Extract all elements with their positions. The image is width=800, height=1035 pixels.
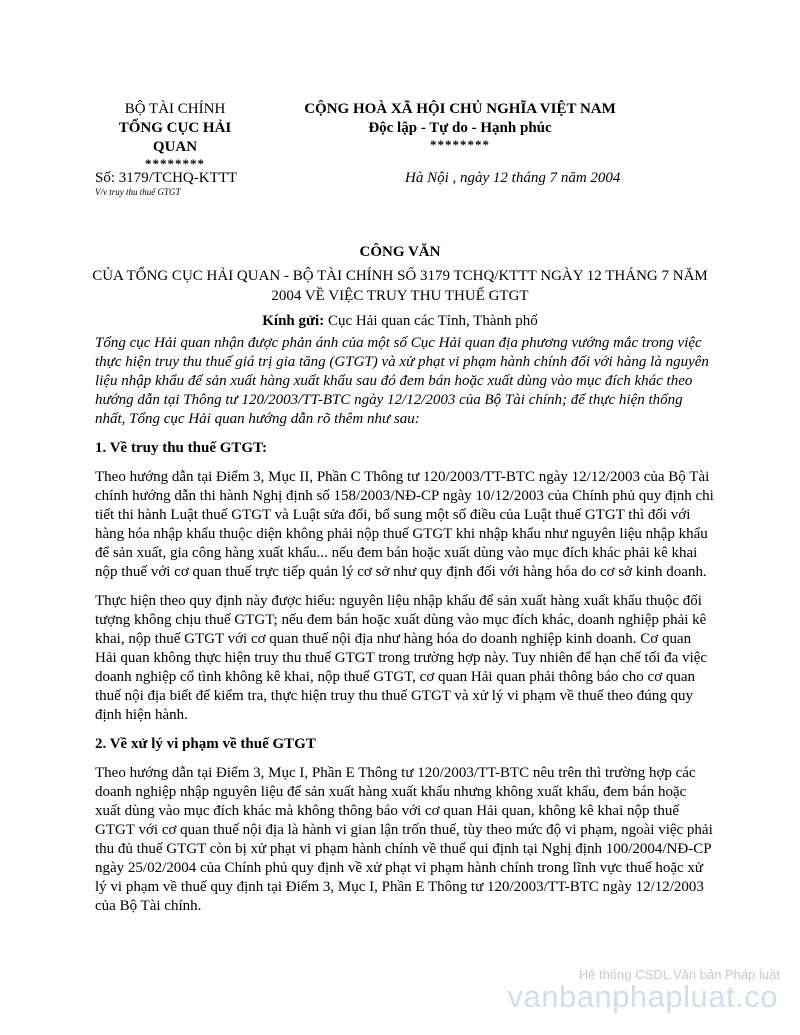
recipient-line (80, 312, 720, 331)
document-body (95, 334, 715, 926)
issue-date: Hà Nội , ngày 12 tháng 7 năm 2004 (405, 170, 621, 186)
section-2-heading: 2. Về xử lý vi phạm về thuế GTGT (95, 736, 316, 752)
document-number: Số: 3179/TCHQ-KTTT (95, 170, 238, 186)
department-name: TỔNG CỤC HẢI QUAN (118, 120, 232, 155)
section-1-paragraph-2: Thực hiện theo quy định này được hiểu: nguyên liệu nhập khẩu để sản xuất hàng xuất khẩu thuộc đối tượng không chịu thuế GTGT; nếu đem bán hoặc xuất dùng vào mục đích khác, doanh nghiệp phải kê khai, nộp thuế GTGT với cơ quan thuế nội địa như hàng hóa do doanh nghiệp kinh doanh. Cơ quan Hải quan không thực hiện truy thu thuế GTGT trong trường hợp này. Tuy nhiên để hạn chế tối đa việc doanh nghiệp cố tình không kê khai, nộp thuế GTGT, cơ quan Hải quan phải thông báo cho cơ quan thuế nội địa biết để kiểm tra, thực hiện truy thu thuế GTGT và xử lý vi phạm về thuế theo đúng quy định hiện hành. (95, 593, 708, 723)
ministry-name: BỘ TÀI CHÍNH (124, 101, 226, 117)
recipient-name: Cục Hải quan các Tỉnh, Thành phố (324, 313, 538, 329)
watermark-site: vanbanphapluat.co (507, 979, 778, 1014)
issuer-header (95, 100, 255, 170)
section-2-paragraph-1: Theo hướng dẫn tại Điểm 3, Mục I, Phần E Thông tư 120/2003/TT-BTC nêu trên thì trường hợp các doanh nghiệp nhập nguyên liệu để sản xuất hàng xuất khẩu nhưng không xuất khẩu, đem bán hoặc xuất dùng vào mục đích khác mà không thông báo với cơ quan Hải quan, không kê khai nộp thuế GTGT với cơ quan thuế nội địa là hành vi gian lận trốn thuế, tùy theo mức độ vi phạm, ngoài việc phải thu đủ thuế GTGT còn bị xử phạt vi phạm hành chính về thuế qui định tại Nghị định 100/2004/NĐ-CP ngày 25/02/2004 của Chính phủ quy định về xử phạt vi phạm hành chính trong lĩnh vực thuế hoặc xử lý vi phạm về thuế quy định tại Điểm 3, Mục I, Phần E Thông tư 120/2003/TT-BTC ngày 12/12/2003 của Bộ Tài chính. (95, 765, 713, 914)
document-subject: V/v truy thu thuế GTGT (95, 187, 181, 197)
document-subtitle: CỦA TỔNG CỤC HẢI QUAN - BỘ TÀI CHÍNH SỐ 3179 TCHQ/KTTT NGÀY 12 THÁNG 7 NĂM 2004 VỀ VIỆC TRUY THU THUẾ GTGT (92, 268, 708, 304)
national-stars-divider: ******** (430, 137, 490, 152)
national-header (290, 100, 630, 151)
document-type: CÔNG VĂN (359, 244, 441, 260)
country-name: CỘNG HOÀ XÃ HỘI CHỦ NGHĨA VIỆT NAM (304, 101, 616, 117)
intro-paragraph: Tổng cục Hải quan nhận được phản ánh của một số Cục Hải quan địa phương vướng mắc trong việc thực hiện truy thu thuế giá trị gia tăng (GTGT) và xử phạt vi phạm hành chính đối với hàng là nguyên liệu nhập khẩu để sản xuất hàng xuất khẩu sau đó đem bán hoặc xuất dùng vào mục đích khác theo hướng dẫn tại Thông tư 120/2003/TT-BTC ngày 12/12/2003 của Bộ Tài chính; để thực hiện thống nhất, Tổng cục Hải quan hướng dẫn rõ thêm như sau: (95, 335, 709, 427)
recipient-label: Kính gửi: (262, 313, 325, 329)
national-motto: Độc lập - Tự do - Hạnh phúc (368, 120, 552, 136)
watermark-caption: Hệ thống CSDL Văn bản Pháp luật (578, 967, 780, 982)
issuer-stars-divider: ******** (145, 156, 205, 171)
section-1-paragraph-1: Theo hướng dẫn tại Điểm 3, Mục II, Phần C Thông tư 120/2003/TT-BTC ngày 12/12/2003 của Bộ Tài chính hướng dẫn thi hành Nghị định số 158/2003/NĐ-CP ngày 10/12/2003 của Chính phủ quy định chi tiết thi hành Luật thuế GTGT và Luật sửa đổi, bổ sung một số điều của Luật thuế GTGT thì đối với hàng hóa nhập khẩu thuộc diện không phải nộp thuế GTGT khi nhập khẩu như nguyên liệu nhập khẩu để sản xuất, gia công hàng xuất khẩu... nếu đem bán hoặc xuất dùng vào mục đích khác phải kê khai nộp thuế với cơ quan thuế trực tiếp quản lý cơ sở như quy định đối với hàng hóa do cơ sở kinh doanh. (95, 469, 714, 580)
section-1-heading: 1. Về truy thu thuế GTGT: (95, 440, 267, 456)
